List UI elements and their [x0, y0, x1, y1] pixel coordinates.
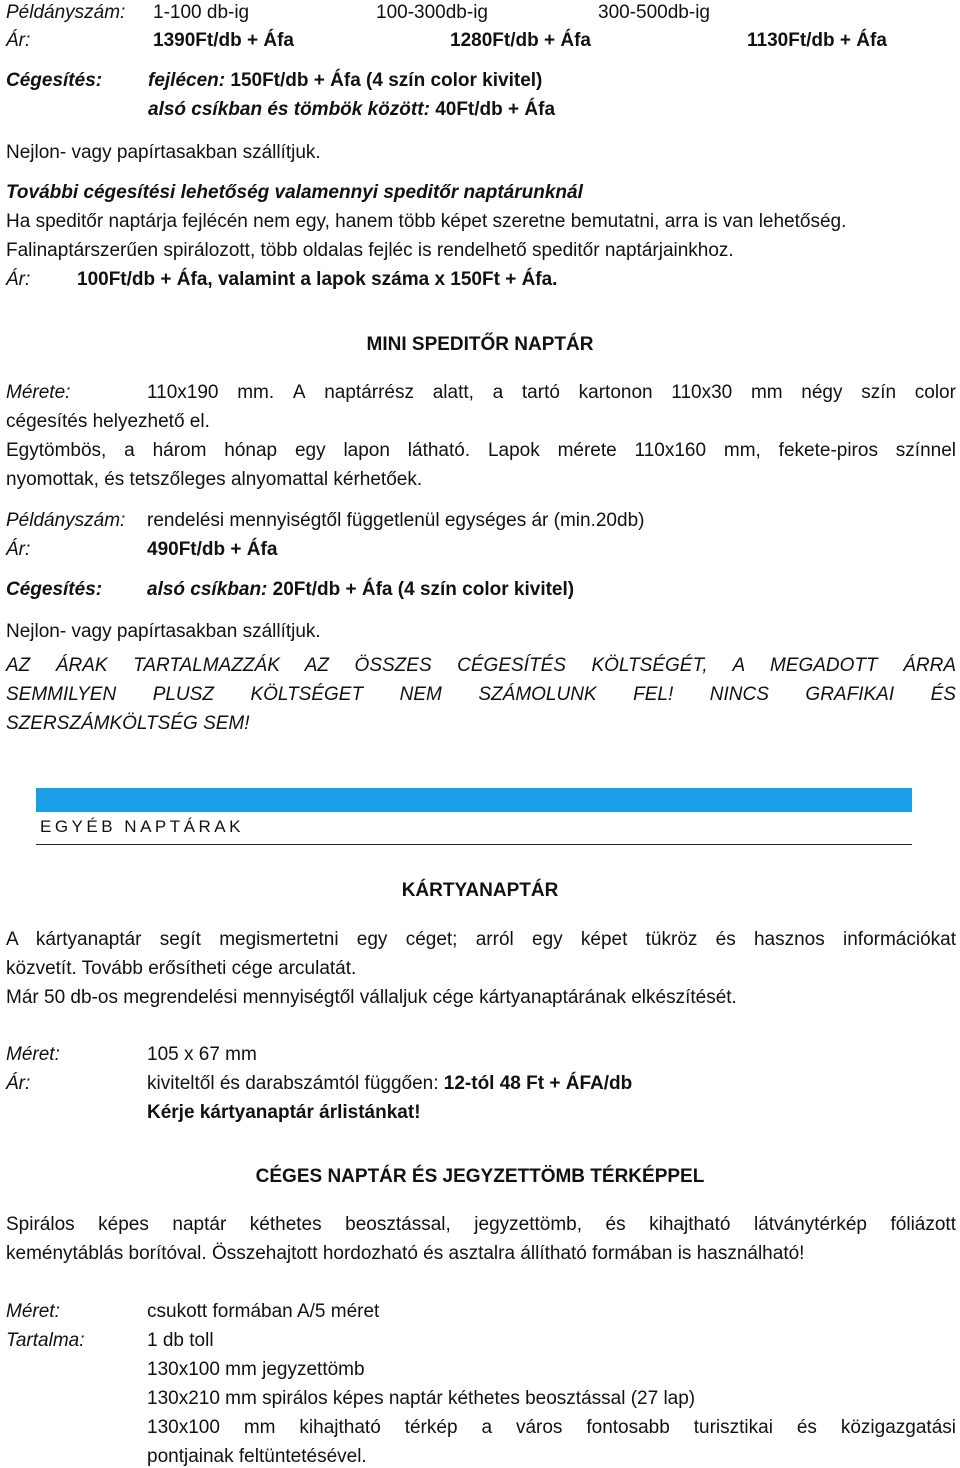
branding-1-price: 150Ft/db + Áfa (4 szín color kivitel): [230, 70, 543, 91]
size-line-word: color: [914, 382, 956, 403]
extra-price-value: 100Ft/db + Áfa, valamint a lapok száma x 150Ft + Áfa.: [77, 269, 558, 290]
contents-item-map-line-2: pontjainak feltüntetésével.: [147, 1446, 367, 1467]
map-calendar-desc-line-2: keménytáblás borítóval. Összehajtott hordozható és asztalra állítható formában is használható!: [6, 1243, 805, 1264]
mini-size-label: Mérete:: [6, 382, 71, 403]
card-size-label: Méret:: [6, 1044, 60, 1065]
mini-branding-line: [147, 580, 574, 599]
size-line-word: a: [492, 382, 504, 403]
price-notice-line-2: SEMMILYEN PLUSZ KÖLTSÉGET NEM SZÁMOLUNK FEL! NINCS GRAFIKAI ÉS: [6, 684, 956, 705]
mini-desc-line-2: nyomottak, és tetszőleges alnyomattal kérhetőek.: [6, 469, 423, 490]
mini-branding-price: 20Ft/db + Áfa (4 szín color kivitel): [272, 579, 575, 600]
size-line-word: naptárrész: [324, 382, 415, 403]
mini-size-line-2: cégesítés helyezhető el.: [6, 411, 210, 432]
price-tier-1: 1390Ft/db + Áfa: [153, 30, 294, 51]
extra-branding-line-2: Falinaptárszerűen spirálozott, több oldalas fejléc is rendelhető speditőr naptárjainkhoz.: [6, 240, 734, 261]
mini-branding-label: Cégesítés:: [6, 579, 103, 600]
mini-qty-label: Példányszám:: [6, 510, 126, 531]
card-price-prefix: kiviteltől és darabszámtól függően:: [147, 1073, 439, 1094]
mini-price-value: 490Ft/db + Áfa: [147, 539, 278, 560]
qty-tier-1: 1-100 db-ig: [153, 2, 250, 23]
branding-line-1: [148, 71, 542, 90]
extra-branding-heading: További cégesítési lehetőség valamennyi speditőr naptárunknál: [6, 182, 583, 203]
card-size-value: 105 x 67 mm: [147, 1044, 257, 1065]
size-line-word: négy: [801, 382, 843, 403]
mini-branding-prefix: alsó csíkban:: [147, 579, 268, 600]
branding-label: Cégesítés:: [6, 70, 103, 91]
size-line-word: A: [292, 382, 306, 403]
size-line-word: 110x30: [671, 382, 733, 403]
contents-item: 130x210 mm spirálos képes naptár kéthetes beosztással (27 lap): [147, 1388, 696, 1409]
extra-price-label: Ár:: [6, 269, 31, 290]
card-title: KÁRTYANAPTÁR: [401, 880, 559, 901]
section-divider: [36, 844, 912, 845]
price-label: Ár:: [6, 30, 31, 51]
qty-tier-2: 100-300db-ig: [376, 2, 488, 23]
card-price-label: Ár:: [6, 1073, 31, 1094]
card-pricelist-request: Kérje kártyanaptár árlistánkat!: [147, 1102, 421, 1123]
branding-line-2: [148, 100, 555, 119]
branding-1-prefix: fejlécen:: [148, 70, 226, 91]
qty-label: Példányszám:: [6, 2, 126, 23]
map-calendar-contents-label: Tartalma:: [6, 1330, 85, 1351]
size-line-word: tartó: [521, 382, 560, 403]
card-price-value: 12-tól 48 Ft + ÁFA/db: [443, 1073, 633, 1094]
map-calendar-desc-line-1: Spirálos képes naptár kéthetes beosztással, jegyzettömb, és kihajtható látványtérkép fóliázott: [6, 1214, 956, 1235]
delivery-note: Nejlon- vagy papírtasakban szállítjuk.: [6, 142, 321, 163]
price-notice-line-1: AZ ÁRAK TARTALMAZZÁK AZ ÖSSZES CÉGESÍTÉS KÖLTSÉGÉT, A MEGADOTT ÁRRA: [6, 655, 956, 676]
section-heading: EGYÉB NAPTÁRAK: [40, 817, 244, 836]
extra-branding-line-1: Ha speditőr naptárja fejlécén nem egy, hanem több képet szeretne bemutatni, arra is van lehetőség.: [6, 211, 847, 232]
map-calendar-title: CÉGES NAPTÁR ÉS JEGYZETTÖMB TÉRKÉPPEL: [255, 1166, 705, 1187]
section-color-bar: [36, 788, 912, 812]
mini-desc-line-1: Egytömbös, a három hónap egy lapon látható. Lapok mérete 110x160 mm, fekete-piros színnel: [6, 440, 956, 461]
mini-size-line: [147, 383, 956, 402]
map-calendar-size-label: Méret:: [6, 1301, 60, 1322]
mini-qty-value: rendelési mennyiségtől függetlenül egységes ár (min.20db): [147, 510, 645, 531]
card-desc-line-1: A kártyanaptár segít megismertetni egy céget; arról egy képet tükröz és hasznos információkat: [6, 929, 956, 950]
qty-tier-3: 300-500db-ig: [598, 2, 710, 23]
size-line-word: 110x190: [147, 382, 219, 403]
mini-title: MINI SPEDITŐR NAPTÁR: [366, 334, 594, 355]
branding-2-price: 40Ft/db + Áfa: [435, 99, 556, 120]
card-price-line: [147, 1074, 632, 1093]
map-calendar-size-value: csukott formában A/5 méret: [147, 1301, 380, 1322]
contents-item-map-line-1: 130x100 mm kihajtható térkép a város fontosabb turisztikai és közigazgatási: [147, 1417, 956, 1438]
size-line-word: mm: [750, 382, 783, 403]
size-line-word: kartonon: [578, 382, 653, 403]
contents-item: 130x100 mm jegyzettömb: [147, 1359, 365, 1380]
branding-2-prefix: alsó csíkban és tömbök között:: [148, 99, 430, 120]
card-desc-line-3: Már 50 db-os megrendelési mennyiségtől vállaljuk cége kártyanaptárának elkészítését.: [6, 987, 737, 1008]
price-notice-line-3: SZERSZÁMKÖLTSÉG SEM!: [6, 713, 250, 734]
mini-delivery-note: Nejlon- vagy papírtasakban szállítjuk.: [6, 621, 321, 642]
contents-item: 1 db toll: [147, 1330, 214, 1351]
card-desc-line-2: közvetít. Tovább erősítheti cége arculatát.: [6, 958, 357, 979]
price-tier-2: 1280Ft/db + Áfa: [450, 30, 591, 51]
size-line-word: alatt,: [432, 382, 474, 403]
size-line-word: mm.: [237, 382, 275, 403]
price-tier-3: 1130Ft/db + Áfa: [747, 30, 887, 51]
mini-price-label: Ár:: [6, 539, 31, 560]
size-line-word: szín: [861, 382, 897, 403]
